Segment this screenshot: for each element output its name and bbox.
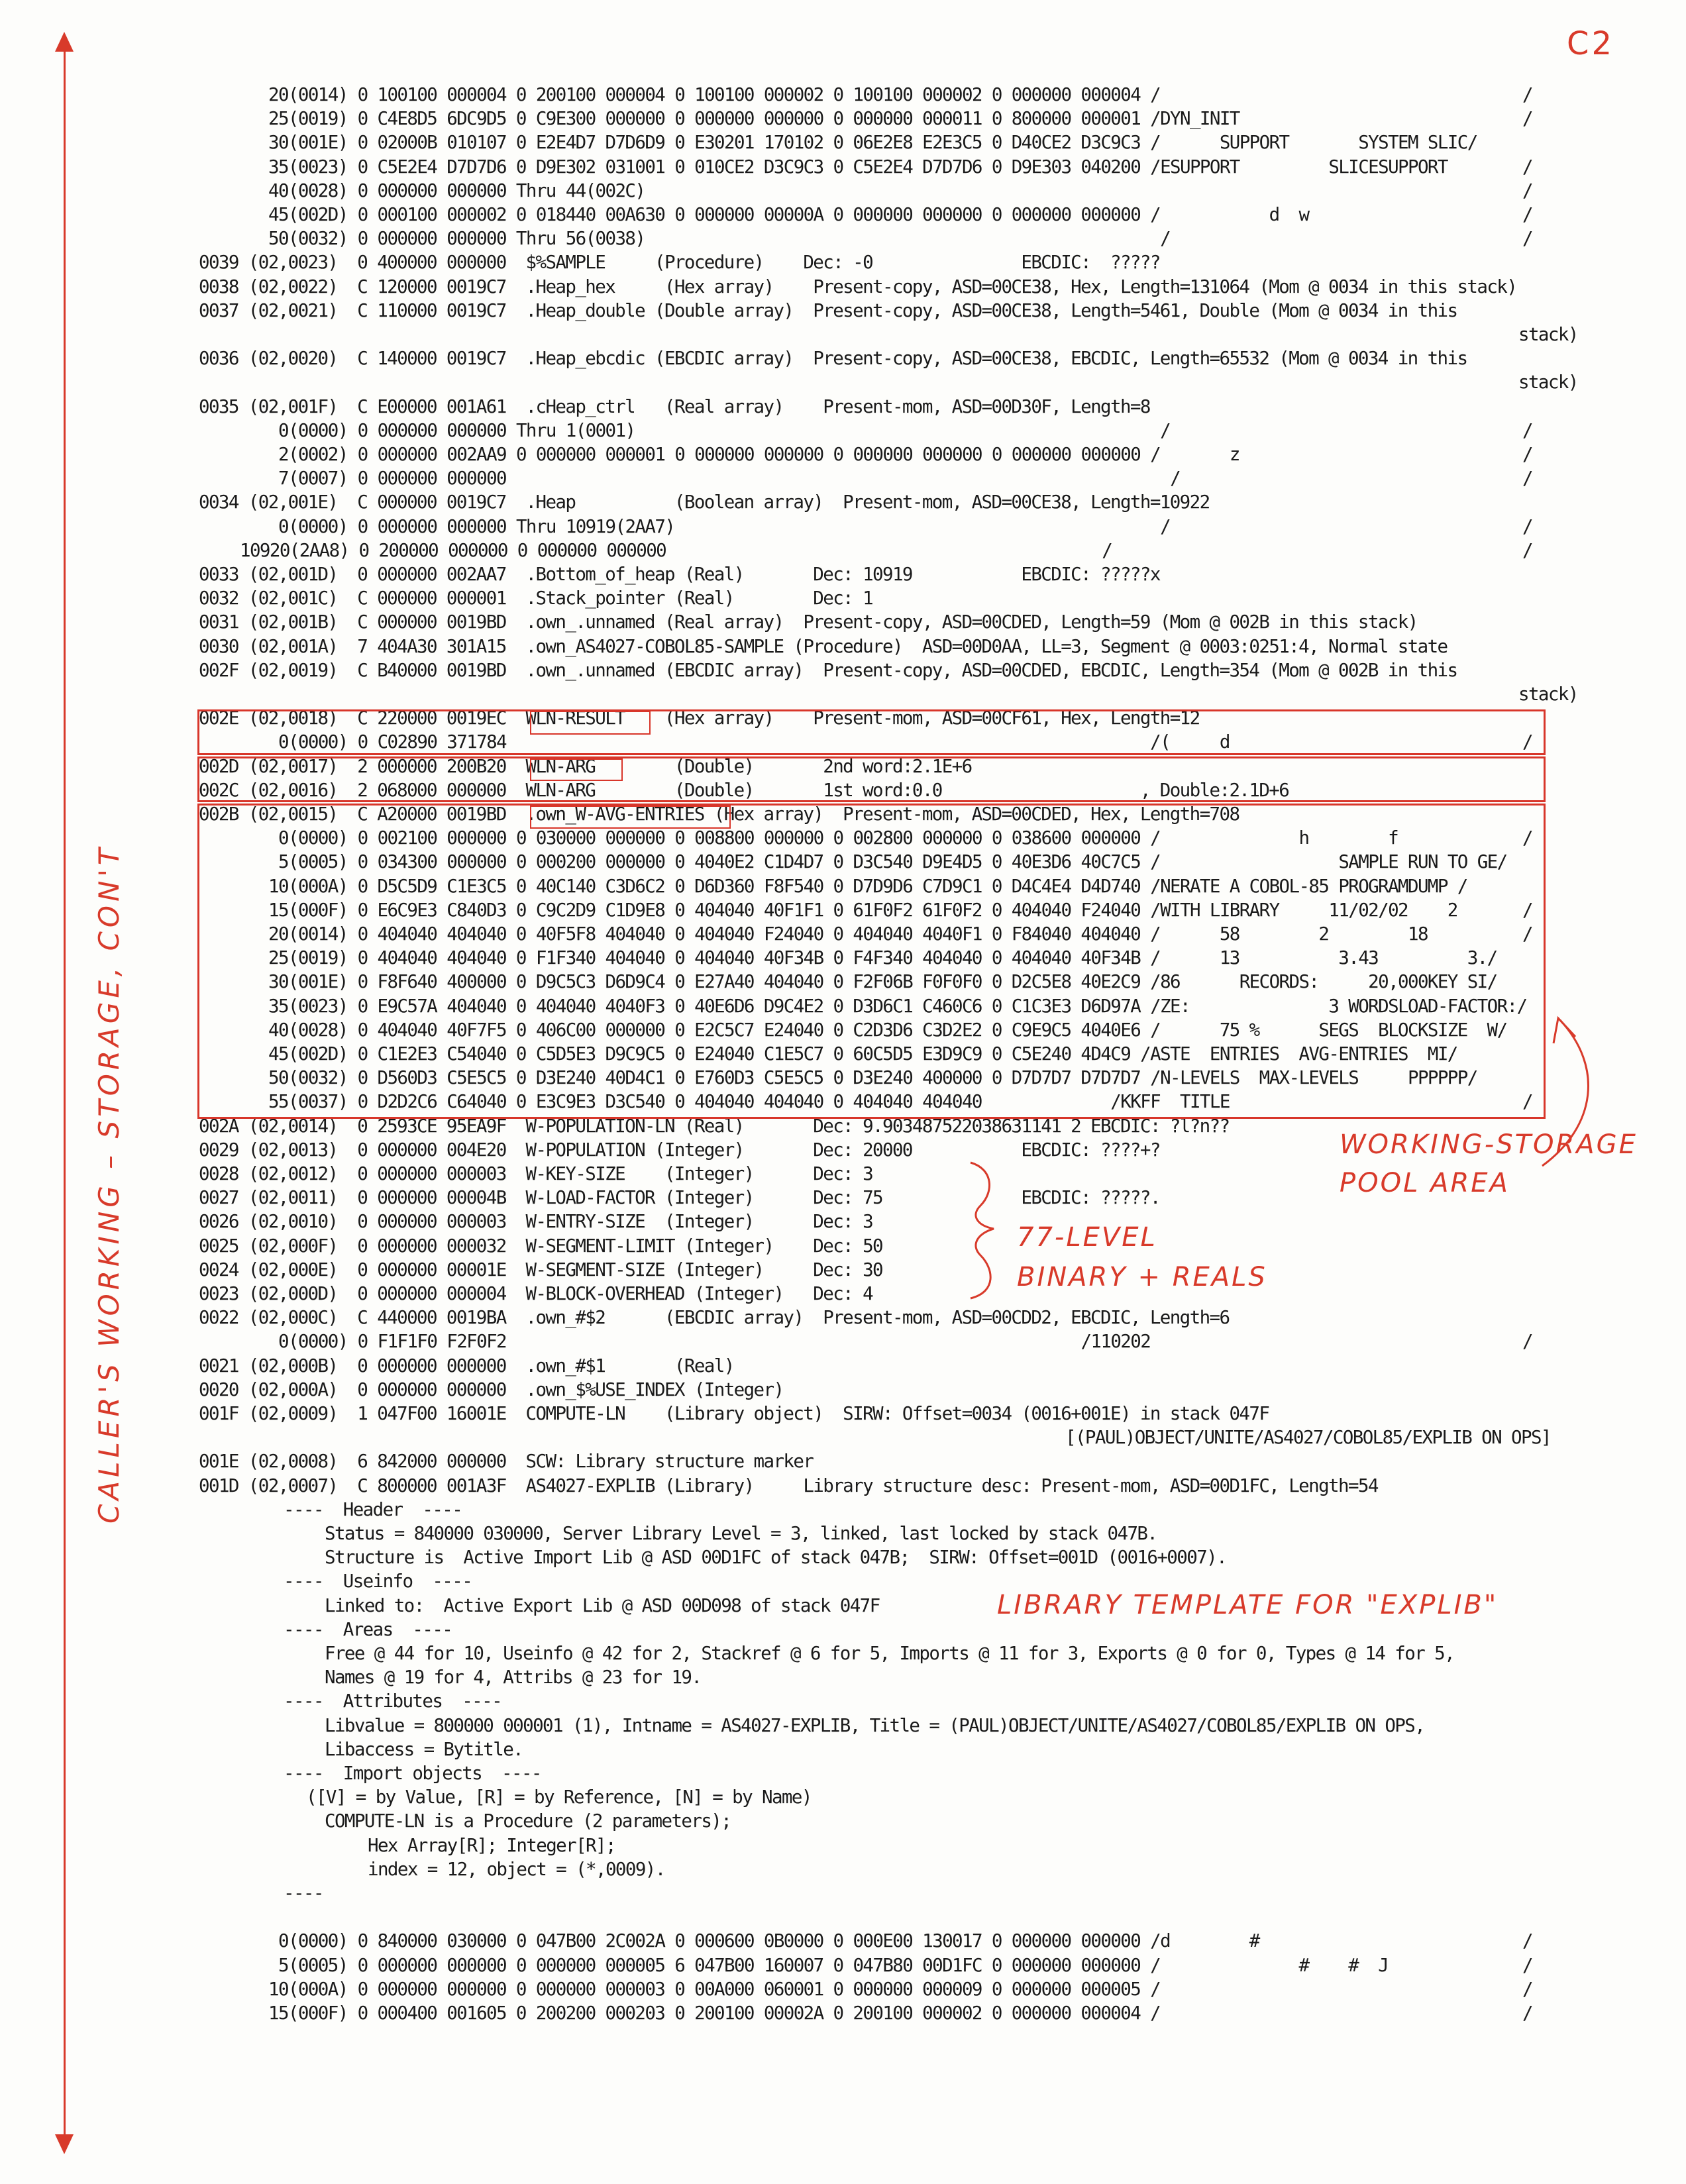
dump-line: 30(001E) 0 F8F640 400000 0 D9C5C3 D6D9C4 0 E27A40 404040 0 F2F06B F0F0F0 0 D2C5E8 40E2C9 /86 RECORDS: 20,000KEY SI/ bbox=[268, 971, 1497, 992]
pool-area-label-1: WORKING-STORAGE bbox=[1340, 1129, 1638, 1160]
dump-line-right-delimiter: / bbox=[1522, 156, 1532, 178]
dump-line: 002B (02,0015) C A20000 0019BD .own_W-AVG-ENTRIES (Hex array) Present-mom, ASD=00CDED, Hex, Length=708 bbox=[199, 804, 1239, 825]
dump-line: 40(0028) 0 000000 000000 Thru 44(002C) bbox=[268, 180, 645, 201]
dump-line: 5(0005) 0 034300 000000 0 000200 000000 0 4040E2 C1D4D7 0 D3C540 D9E4D5 0 40E3D6 40C7C5 / SAMPLE RUN TO GE/ bbox=[278, 851, 1507, 872]
dump-line: 0031 (02,001B) C 000000 0019BD .own_.unnamed (Real array) Present-copy, ASD=00CDED, Length=59 (Mom @ 002B in this stack) bbox=[199, 611, 1418, 633]
dump-line: 0037 (02,0021) C 110000 0019C7 .Heap_double (Double array) Present-copy, ASD=00CE38, Length=5461, Double (Mom @ 0034 in this bbox=[199, 300, 1457, 321]
pool-area-arrowhead bbox=[1554, 1018, 1575, 1043]
dump-line: 002A (02,0014) 0 2593CE 95EA9F W-POPULATION-LN (Real) Dec: 9.903487522038631141 2 EBCDIC: ?l?n?? bbox=[199, 1116, 1230, 1137]
dump-line: 0027 (02,0011) 0 000000 00004B W-LOAD-FACTOR (Integer) Dec: 75 EBCDIC: ?????. bbox=[199, 1187, 1160, 1208]
dump-line: 0035 (02,001F) C E00000 001A61 .cHeap_ctrl (Real array) Present-mom, ASD=00D30F, Length=8 bbox=[199, 396, 1150, 417]
dump-line: 001D (02,0007) C 800000 001A3F AS4027-EXPLIB (Library) Library structure desc: Present-mom, ASD=00D1FC, Length=54 bbox=[199, 1475, 1378, 1496]
dump-line-right-delimiter: / bbox=[1522, 228, 1532, 249]
dump-line: Hex Array[R]; Integer[R]; bbox=[368, 1835, 615, 1856]
dump-line: Structure is Active Import Lib @ ASD 00D1FC of stack 047B; SIRW: Offset=001D (0016+0007). bbox=[325, 1547, 1227, 1568]
dump-line-right-delimiter: / bbox=[1522, 900, 1532, 921]
dump-line: stack) bbox=[1518, 324, 1578, 345]
dump-line: 0028 (02,0012) 0 000000 000003 W-KEY-SIZE (Integer) Dec: 3 bbox=[199, 1163, 873, 1184]
dump-line: ---- Attributes ---- bbox=[284, 1690, 502, 1712]
dump-line-right-delimiter: / bbox=[1522, 923, 1532, 945]
dump-line: Linked to: Active Export Lib @ ASD 00D098 of stack 047F bbox=[325, 1595, 880, 1616]
dump-line-right-delimiter: / bbox=[1522, 731, 1532, 753]
dump-line: 0036 (02,0020) C 140000 0019C7 .Heap_ebcdic (EBCDIC array) Present-copy, ASD=00CE38, EBCDIC, Length=65532 (Mom @ 0034 in this bbox=[199, 348, 1467, 369]
dump-line: 0(0000) 0 840000 030000 0 047B00 2C002A 0 000600 0B0000 0 000E00 130017 0 000000 000000 /d # bbox=[278, 1930, 1259, 1951]
dump-line-right-delimiter: / bbox=[1522, 1091, 1532, 1112]
dump-line: 0020 (02,000A) 0 000000 000000 .own_$%USE_INDEX (Integer) bbox=[199, 1379, 784, 1400]
page-number: C2 bbox=[1567, 25, 1615, 62]
dump-line-right-delimiter: / bbox=[1522, 84, 1532, 105]
dump-line: 25(0019) 0 C4E8D5 6DC9D5 0 C9E300 000000 0 000000 000000 0 000000 000011 0 800000 000001 /DYN_INIT bbox=[268, 108, 1239, 129]
dump-line: 001F (02,0009) 1 047F00 16001E COMPUTE-LN (Library object) SIRW: Offset=0034 (0016+001E) in stack 047F bbox=[199, 1403, 1269, 1424]
dump-line: Libaccess = Bytitle. bbox=[325, 1739, 523, 1760]
dump-line-right-delimiter: / bbox=[1522, 1955, 1532, 1976]
dump-line: 20(0014) 0 404040 404040 0 40F5F8 404040 0 404040 F24040 0 404040 4040F1 0 F84040 404040 / 58 2 18 bbox=[268, 923, 1428, 945]
dump-line: 35(0023) 0 C5E2E4 D7D7D6 0 D9E302 031001 0 010CE2 D3C9C3 0 C5E2E4 D7D7D6 0 D9E303 040200 /ESUPPORT SLICESUPPORT bbox=[268, 156, 1448, 178]
dump-line: 0023 (02,000D) 0 000000 000004 W-BLOCK-OVERHEAD (Integer) Dec: 4 bbox=[199, 1283, 873, 1304]
dump-line: Libvalue = 800000 000001 (1), Intname = AS4027-EXPLIB, Title = (PAUL)OBJECT/UNITE/AS4027/COBOL85/EXPLIB ON OPS, bbox=[325, 1715, 1425, 1736]
dump-line: 55(0037) 0 D2D2C6 C64040 0 E3C9E3 D3C540 0 404040 404040 0 404040 404040 /KKFF TITLE bbox=[268, 1091, 1230, 1112]
dump-line: 45(002D) 0 000100 000002 0 018440 00A630 0 000000 00000A 0 000000 000000 0 000000 000000 / d w bbox=[268, 204, 1309, 225]
dump-line: 20(0014) 0 100100 000004 0 200100 000004 0 100100 000002 0 100100 000002 0 000000 000004 / bbox=[268, 84, 1161, 105]
dump-line-right-delimiter: / bbox=[1522, 420, 1532, 441]
dump-line: stack) bbox=[1518, 372, 1578, 393]
dump-line: 5(0005) 0 000000 000000 0 000000 000005 6 047B00 160007 0 047B80 00D1FC 0 000000 000000 / # # J bbox=[278, 1955, 1389, 1976]
dump-line: 0030 (02,001A) 7 404A30 301A15 .own_AS4027-COBOL85-SAMPLE (Procedure) ASD=00D0AA, LL=3, Segment @ 0003:0251:4, Normal state bbox=[199, 636, 1448, 657]
dump-line: stack) bbox=[1518, 684, 1578, 705]
dump-line: 7(0007) 0 000000 000000 / bbox=[278, 468, 1181, 489]
dump-line: 45(002D) 0 C1E2E3 C54040 0 C5D5E3 D9C9C5 0 E24040 C1E5C7 0 60C5D5 E3D9C9 0 C5E240 4D4C9 /ASTE ENTRIES AVG-ENTRIES MI/ bbox=[268, 1043, 1457, 1065]
dump-line-right-delimiter: / bbox=[1522, 1930, 1532, 1951]
dump-line: ---- Areas ---- bbox=[284, 1619, 452, 1640]
dump-line: 0(0000) 0 000000 000000 Thru 1(0001) / bbox=[278, 420, 1171, 441]
dump-line: 0033 (02,001D) 0 000000 002AA7 .Bottom_of_heap (Real) Dec: 10919 EBCDIC: ?????x bbox=[199, 564, 1160, 585]
dump-line: ---- Import objects ---- bbox=[284, 1763, 541, 1784]
dump-line: 10(000A) 0 000000 000000 0 000000 000003 0 00A000 060001 0 000000 000009 0 000000 000005 / bbox=[268, 1979, 1161, 2000]
dump-line: 0038 (02,0022) C 120000 0019C7 .Heap_hex (Hex array) Present-copy, ASD=00CE38, Hex, Length=131064 (Mom @ 0034 in this stack) bbox=[199, 276, 1517, 297]
pool-area-label-2: POOL AREA bbox=[1340, 1168, 1510, 1198]
dump-line: ---- Useinfo ---- bbox=[284, 1571, 472, 1592]
dump-line: 0032 (02,001C) C 000000 000001 .Stack_pointer (Real) Dec: 1 bbox=[199, 588, 873, 609]
dump-line: ---- bbox=[284, 1883, 323, 1904]
dump-line-right-delimiter: / bbox=[1522, 827, 1532, 849]
dump-line: 0021 (02,000B) 0 000000 000000 .own_#$1 (Real) bbox=[199, 1355, 734, 1377]
level77-label-1: 77-LEVEL bbox=[1017, 1222, 1157, 1253]
dump-line: 002D (02,0017) 2 000000 200B20 WLN-ARG (Double) 2nd word:2.1E+6 bbox=[199, 756, 972, 777]
side-note-working-storage: CALLER'S WORKING – STORAGE, CON'T bbox=[93, 844, 125, 1524]
dump-line: 0034 (02,001E) C 000000 0019C7 .Heap (Boolean array) Present-mom, ASD=00CE38, Length=10922 bbox=[199, 492, 1210, 513]
dump-line-right-delimiter: / bbox=[1522, 1331, 1532, 1352]
dump-line: 0025 (02,000F) 0 000000 000032 W-SEGMENT-LIMIT (Integer) Dec: 50 bbox=[199, 1235, 882, 1257]
dump-line: 001E (02,0008) 6 842000 000000 SCW: Library structure marker bbox=[199, 1451, 814, 1472]
dump-line: 10920(2AA8) 0 200000 000000 0 000000 000000 / bbox=[240, 540, 1112, 561]
dump-line: 50(0032) 0 D560D3 C5E5C5 0 D3E240 40D4C1 0 E760D3 C5E5C5 0 D3E240 400000 0 D7D7D7 D7D7D7 /N-LEVELS MAX-LEVELS PPPPPP/ bbox=[268, 1067, 1477, 1088]
dump-line: 35(0023) 0 E9C57A 404040 0 404040 4040F3 0 40E6D6 D9C4E2 0 D3D6C1 C460C6 0 C1C3E3 D6D97A /ZE: 3 WORDSLOAD-FACTOR:/ bbox=[268, 996, 1527, 1017]
dump-line: 0022 (02,000C) C 440000 0019BA .own_#$2 (EBCDIC array) Present-mom, ASD=00CDD2, EBCDIC, Length=6 bbox=[199, 1307, 1230, 1328]
library-template-label: LIBRARY TEMPLATE FOR "EXPLIB" bbox=[997, 1590, 1499, 1620]
dump-line: 15(000F) 0 000400 001605 0 200200 000203 0 200100 00002A 0 200100 000002 0 000000 000004 / bbox=[268, 2002, 1161, 2024]
dump-line: 0029 (02,0013) 0 000000 004E20 W-POPULATION (Integer) Dec: 20000 EBCDIC: ????+? bbox=[199, 1139, 1160, 1161]
dump-line: 0(0000) 0 000000 000000 Thru 10919(2AA7) / bbox=[278, 516, 1171, 537]
dump-line: 40(0028) 0 404040 40F7F5 0 406C00 000000 0 E2C5C7 E24040 0 C2D3D6 C3D2E2 0 C9E9C5 4040E6 / 75 % SEGS BLOCKSIZE W/ bbox=[268, 1019, 1507, 1041]
dump-line-right-delimiter: / bbox=[1522, 180, 1532, 201]
dump-line-right-delimiter: / bbox=[1522, 516, 1532, 537]
dump-line: 2(0002) 0 000000 002AA9 0 000000 000001 0 000000 000000 0 000000 000000 0 000000 000000 / z bbox=[278, 444, 1239, 465]
dump-line: 0(0000) 0 002100 000000 0 030000 000000 0 008800 000000 0 002800 000000 0 038600 000000 / h f bbox=[278, 827, 1398, 849]
dump-line: ---- Header ---- bbox=[284, 1499, 462, 1520]
dump-line: 0024 (02,000E) 0 000000 00001E W-SEGMENT-SIZE (Integer) Dec: 30 bbox=[199, 1259, 882, 1280]
dump-line: 25(0019) 0 404040 404040 0 F1F340 404040 0 404040 40F34B 0 F4F340 404040 0 404040 40F34B / 13 3.43 3./ bbox=[268, 947, 1497, 968]
dump-line: COMPUTE-LN is a Procedure (2 parameters); bbox=[325, 1810, 731, 1832]
dump-line: 002C (02,0016) 2 068000 000000 WLN-ARG (Double) 1st word:0.0 , Double:2.1D+6 bbox=[199, 780, 1289, 801]
dump-line: 0(0000) 0 C02890 371784 /( d bbox=[278, 731, 1230, 753]
dump-line: 10(000A) 0 D5C5D9 C1E3C5 0 40C140 C3D6C2 0 D6D360 F8F540 0 D7D9D6 C7D9C1 0 D4C4E4 D4D740 /NERATE A COBOL-85 PROGRAMDUMP / bbox=[268, 876, 1467, 897]
dump-line: 002F (02,0019) C B40000 0019BD .own_.unnamed (EBCDIC array) Present-copy, ASD=00CDED, EBCDIC, Length=354 (Mom @ 002B in this bbox=[199, 660, 1457, 681]
dump-line-right-delimiter: / bbox=[1522, 540, 1532, 561]
dump-line-right-delimiter: / bbox=[1522, 204, 1532, 225]
dump-line: [(PAUL)OBJECT/UNITE/AS4027/COBOL85/EXPLIB ON OPS] bbox=[1065, 1427, 1551, 1448]
dump-line-right-delimiter: / bbox=[1522, 444, 1532, 465]
dump-line-right-delimiter: / bbox=[1522, 2002, 1532, 2024]
dump-line-right-delimiter: / bbox=[1522, 108, 1532, 129]
dump-line: 50(0032) 0 000000 000000 Thru 56(0038) / bbox=[268, 228, 1171, 249]
dump-line: 15(000F) 0 E6C9E3 C840D3 0 C9C2D9 C1D9E8 0 404040 40F1F1 0 61F0F2 61F0F2 0 404040 F24040 /WITH LIBRARY 11/02/02 2 bbox=[268, 900, 1457, 921]
dump-line-right-delimiter: / bbox=[1522, 1979, 1532, 2000]
dump-line: 0026 (02,0010) 0 000000 000003 W-ENTRY-SIZE (Integer) Dec: 3 bbox=[199, 1211, 873, 1232]
level77-label-2: BINARY + REALS bbox=[1017, 1262, 1267, 1292]
dump-line: Status = 840000 030000, Server Library Level = 3, linked, last locked by stack 047B. bbox=[325, 1523, 1157, 1544]
dump-line: index = 12, object = (*,0009). bbox=[368, 1859, 665, 1880]
dump-line: 30(001E) 0 02000B 010107 0 E2E4D7 D7D6D9 0 E30201 170102 0 06E2E8 E2E3C5 0 D40CE2 D3C9C3 / SUPPORT SYSTEM SLIC/ bbox=[268, 132, 1477, 153]
level77-brace bbox=[971, 1163, 994, 1298]
dump-line: Names @ 19 for 4, Attribs @ 23 for 19. bbox=[325, 1667, 702, 1688]
dump-line-right-delimiter: / bbox=[1522, 468, 1532, 489]
dump-line: 0039 (02,0023) 0 400000 000000 $%SAMPLE (Procedure) Dec: -0 EBCDIC: ????? bbox=[199, 252, 1160, 273]
dump-line: 002E (02,0018) C 220000 0019EC WLN-RESULT (Hex array) Present-mom, ASD=00CF61, Hex, Length=12 bbox=[199, 707, 1200, 729]
dump-line: Free @ 44 for 10, Useinfo @ 42 for 2, Stackref @ 6 for 5, Imports @ 11 for 3, Exports @ 0 for 0, Types @ 14 for 5, bbox=[325, 1643, 1455, 1664]
dump-line: ([V] = by Value, [R] = by Reference, [N] = by Name) bbox=[306, 1787, 812, 1808]
dump-line: 0(0000) 0 F1F1F0 F2F0F2 /110202 bbox=[278, 1331, 1151, 1352]
